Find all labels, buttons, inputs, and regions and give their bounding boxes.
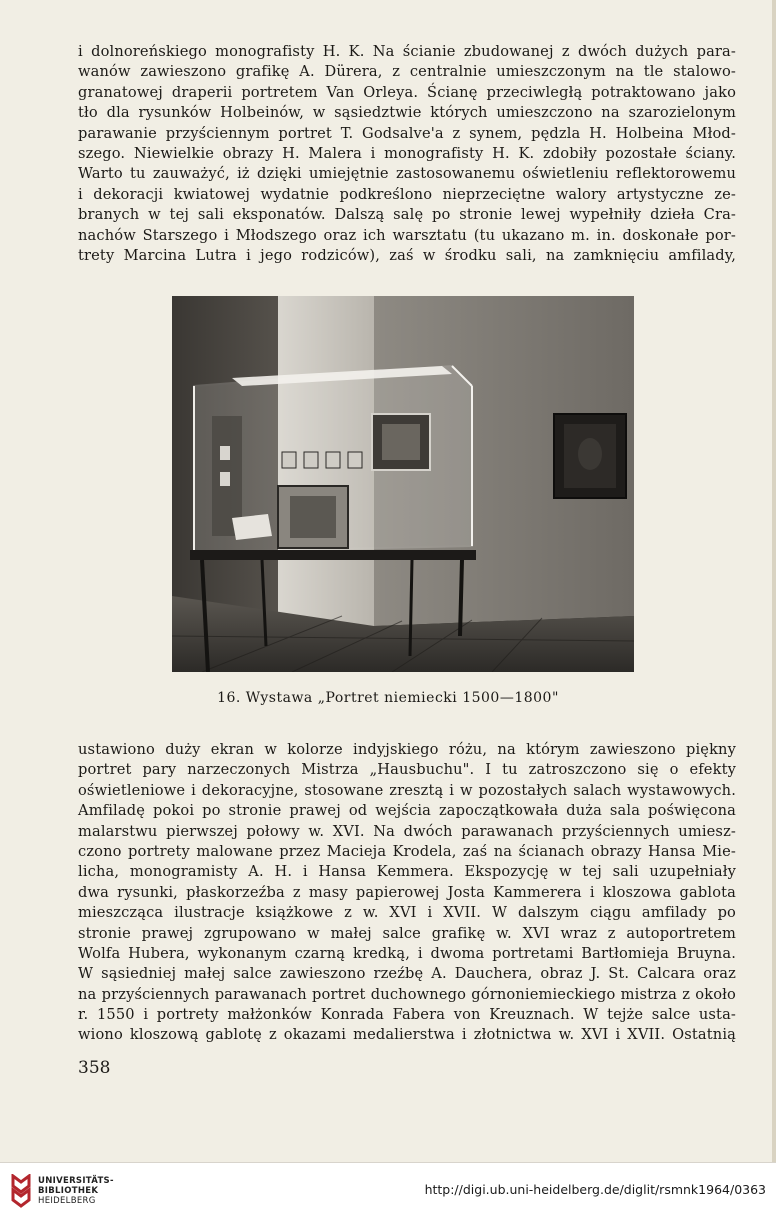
page-edge <box>772 0 776 1162</box>
text-line: szego. Niewielkie obrazy H. Malera i monografisty H. K. zdobiły pozostałe ściany. <box>78 144 736 162</box>
text-line: na przyściennych parawanach portret duchownego górnoniemieckiego mistrza z około <box>78 985 736 1003</box>
paragraph-bottom <box>78 740 736 1046</box>
text-line: czono portrety malowane przez Macieja Krodela, zaś na ścianach obrazy Hansa Mie- <box>78 842 736 860</box>
text-line: malarstwu pierwszej połowy w. XVI. Na dwóch parawanach przyściennych umiesz- <box>78 822 736 840</box>
text-line: granatowej draperii portretem Van Orleya. Ścianę przeciwległą potraktowano jako <box>78 83 736 101</box>
library-name-line1: UNIVERSITÄTS- <box>38 1176 114 1186</box>
text-line: oświetleniowe i dekoracyjne, stosowane zresztą i w pozostałych salach wystawowych. <box>78 781 736 799</box>
text-line: branych w tej sali eksponatów. Dalszą salę po stronie lewej wypełniły dzieła Cra- <box>78 206 736 224</box>
paragraph-top <box>78 42 736 266</box>
text-line: i dolnoreńskiego monografisty H. K. Na ścianie zbudowanej z dwóch dużych para- <box>78 43 736 60</box>
text-line: Amfiladę pokoi po stronie prawej od wejścia zapoczątkowała duża sala poświęcona <box>78 802 736 820</box>
library-logo[interactable] <box>10 1173 114 1209</box>
text-line: tło dla rysunków Holbeinów, w sąsiedztwie których umieszczono na szarozielonym <box>78 104 736 122</box>
text-line: wanów zawieszono grafikę A. Dürera, z centralnie umieszczonym na tle stalowo- <box>78 63 736 81</box>
text-line: W sąsiedniej małej salce zawieszono rzeźbę A. Dauchera, obraz J. St. Calcara oraz <box>78 965 736 983</box>
figure-caption: 16. Wystawa „Portret niemiecki 1500—1800" <box>217 690 559 706</box>
ub-heidelberg-logo-icon <box>10 1174 32 1208</box>
text-line: r. 1550 i portrety małżonków Konrada Fabera von Kreuznach. W tejże salce usta- <box>78 1006 736 1024</box>
text-line: trety Marcina Lutra i jego rodziców), zaś w środku sali, na zamknięciu amfilady, <box>78 246 736 264</box>
text-line: ustawiono duży ekran w kolorze indyjskiego różu, na którym zawieszono piękny <box>78 741 736 758</box>
text-line: dwa rysunki, płaskorzeźba z masy papierowej Josta Kammerera i kloszowa gablota <box>78 883 736 901</box>
library-name-line3: HEIDELBERG <box>38 1196 96 1206</box>
text-line: Wolfa Hubera, wykonanym czarną kredką, i dwoma portretami Bartłomieja Bruyna. <box>78 944 736 962</box>
page-number: 358 <box>78 1058 111 1078</box>
text-line: parawanie przyściennym portret T. Godsalve'a z synem, pędzla H. Holbeina Młod- <box>78 124 736 142</box>
text-line: portret pary narzeczonych Mistrza „Hausbuchu". I tu zatroszczono się o efekty <box>78 761 736 779</box>
text-line: nachów Starszego i Młodszego oraz ich warsztatu (tu ukazano m. in. doskonałe por- <box>78 226 736 244</box>
text-line: mieszcząca ilustracje książkowe z w. XVI i XVII. W dalszym ciągu amfilady po <box>78 904 736 922</box>
library-name-line2: BIBLIOTHEK <box>38 1186 99 1196</box>
text-line: licha, monogramisty A. H. i Hansa Kemmera. Ekspozycję w tej sali uzupełniały <box>78 863 736 881</box>
text-line: Warto tu zauważyć, iż dzięki umiejętnie zastosowanemu oświetleniu reflektorowemu <box>78 165 736 183</box>
library-name <box>38 1176 114 1206</box>
footer-bar <box>0 1162 776 1217</box>
text-line: wiono kloszową gablotę z okazami medalierstwa i złotnictwa w. XVI i XVII. Ostatnią <box>78 1026 736 1044</box>
text-line: i dekoracji kwiatowej wydatnie podkreślono nieprzeciętne walory artystyczne ze- <box>78 185 736 203</box>
text-line: stronie prawej zgrupowano w małej salce grafikę w. XVI wraz z autoportretem <box>78 924 736 942</box>
exhibition-photo <box>172 296 634 672</box>
photo-vitrine-illustration <box>172 296 634 672</box>
source-url-link[interactable]: http://digi.ub.uni-heidelberg.de/diglit/rsmnk1964/0363 <box>424 1182 766 1197</box>
